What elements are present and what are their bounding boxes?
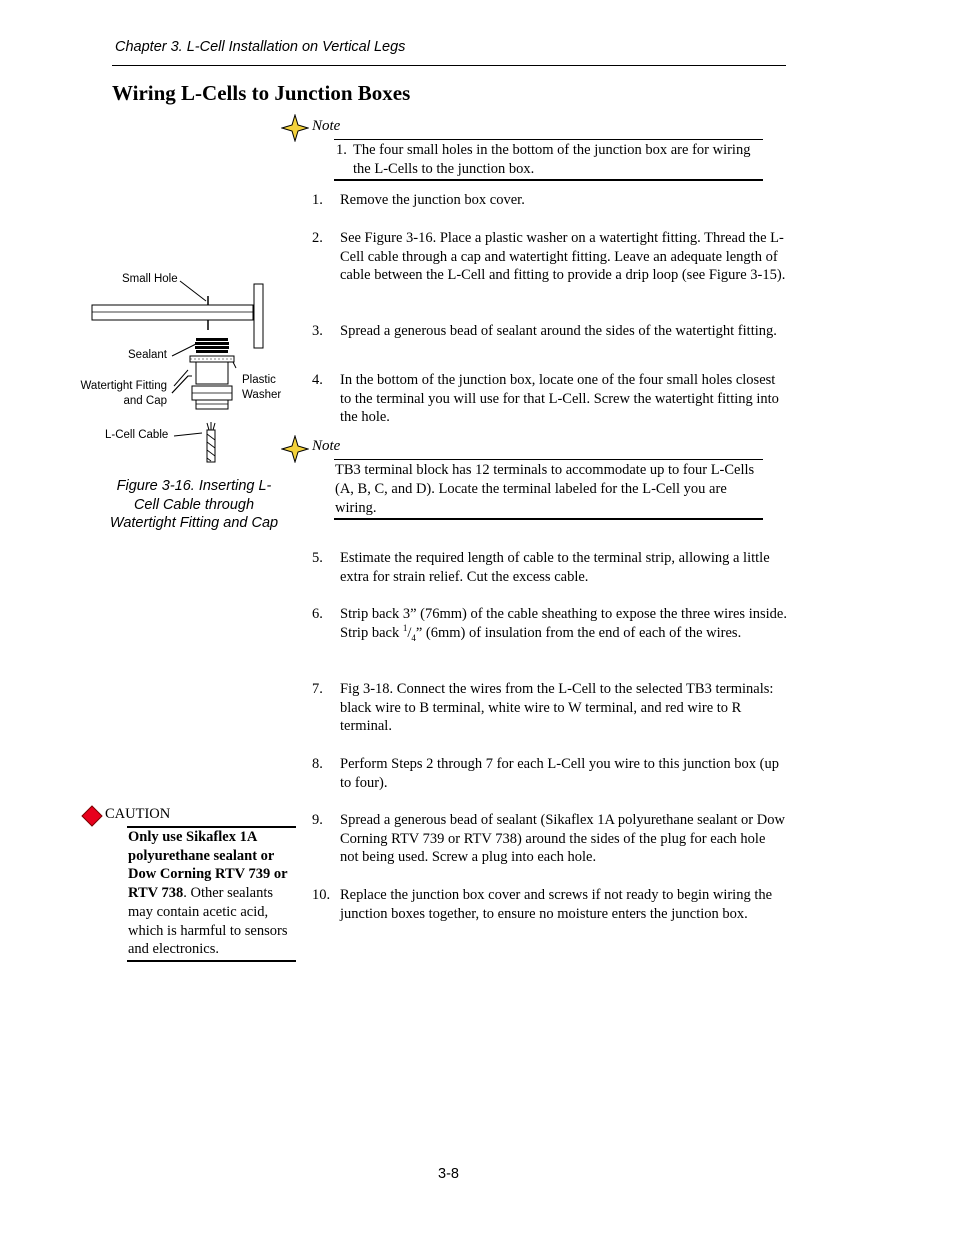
page-number: 3-8 xyxy=(438,1166,459,1182)
step-number: 4. xyxy=(312,372,323,388)
caution-bottom-rule xyxy=(127,960,296,962)
note-label: Note xyxy=(312,118,341,134)
step-text: See Figure 3-16. Place a plastic washer on a watertight fitting. Thread the L-Cell cable through a cap and watertight fitting. Leave an adequate length of cable between the L-Cell and fitting to provide a drip loop (see Figure 3-15). xyxy=(340,230,786,284)
fitting-label-line2: and Cap xyxy=(123,395,167,407)
header-rule xyxy=(112,65,786,66)
step-text: Fig 3-18. Connect the wires from the L-Cell to the selected TB3 terminals: black wire to B terminal, white wire to W terminal, and red wire to R terminal. xyxy=(340,681,774,735)
fitting-label-line1: Watertight Fitting xyxy=(80,380,167,392)
step-number: 10. xyxy=(312,887,331,903)
note-top-rule xyxy=(334,459,763,460)
caution-label: CAUTION xyxy=(105,806,171,822)
figure-caption: Figure 3-16. Inserting L-Cell Cable through Watertight Fitting and Cap xyxy=(109,478,279,531)
note-bottom-rule xyxy=(334,518,763,520)
section-title: Wiring L-Cells to Junction Boxes xyxy=(112,81,411,105)
note-text: TB3 terminal block has 12 terminals to accommodate up to four L-Cells (A, B, C, and D). Locate the terminal labeled for the L-Cell you are wiring. xyxy=(335,462,755,516)
washer-label-line1: Plastic xyxy=(242,374,276,386)
fraction-denominator: 4 xyxy=(411,632,416,643)
note-top-rule xyxy=(334,139,763,140)
step-text: Strip back 3” (76mm) of the cable sheathing to expose the three wires inside. Strip back $^1/_4$” (6mm) of insulation from the end of each of the wires. xyxy=(340,606,787,643)
step-number: 6. xyxy=(312,606,323,622)
fitting-label xyxy=(73,379,167,409)
step-number: 9. xyxy=(312,812,323,828)
step-number: 5. xyxy=(312,550,323,566)
step-number: 8. xyxy=(312,756,323,772)
sealant-label: Sealant xyxy=(128,349,168,361)
caution-bold-text: Only use Sikaflex 1A polyurethane sealant or Dow Corning RTV 739 or RTV 738 xyxy=(128,829,288,902)
step-text-part: Strip back 3” (76mm) of the cable sheathing to expose the three wires inside. Strip back xyxy=(340,606,787,641)
step-text: Remove the junction box cover. xyxy=(340,192,525,208)
washer-label xyxy=(242,373,281,403)
note-star-icon xyxy=(281,435,309,463)
small-hole-label: Small Hole xyxy=(122,273,178,285)
step-number: 1. xyxy=(312,192,323,208)
caution-body-text: . Other sealants may contain acetic acid, which is harmful to sensors and electronics. xyxy=(128,885,288,958)
note-star-icon xyxy=(281,114,309,142)
step-number: 7. xyxy=(312,681,323,697)
step-text-part: ” (6mm) of insulation from the end of each of the wires. xyxy=(415,624,742,641)
step-text: Spread a generous bead of sealant (Sikaflex 1A polyurethane sealant or Dow Corning RTV 739 or RTV 738) around the sides of the plug for each hole not being used. Screw a plug into each hole. xyxy=(340,812,785,866)
chapter-header: Chapter 3. L-Cell Installation on Vertical Legs xyxy=(115,39,406,55)
step-text: Replace the junction box cover and screws if not ready to begin wiring the junction boxes together, to ensure no moisture enters the junction box. xyxy=(340,887,773,922)
caution-text xyxy=(128,828,300,959)
step-number: 3. xyxy=(312,323,323,339)
fraction-numerator: 1 xyxy=(402,622,408,633)
note-label: Note xyxy=(312,438,341,454)
step-text: In the bottom of the junction box, locate one of the four small holes closest to the terminal you will use for that L-Cell. Screw the watertight fitting into the hole. xyxy=(340,372,779,426)
step-text: Perform Steps 2 through 7 for each L-Cell you wire to this junction box (up to four). xyxy=(340,756,779,791)
washer-label-line2: Washer xyxy=(242,389,282,401)
note-item-text: The four small holes in the bottom of the junction box are for wiring the L-Cells to the junction box. xyxy=(353,142,751,177)
step-text: Spread a generous bead of sealant around the sides of the watertight fitting. xyxy=(340,323,777,339)
note-bottom-rule xyxy=(334,179,763,181)
caution-diamond-icon xyxy=(81,805,103,827)
note-item-number: 1. xyxy=(336,142,347,158)
step-text: Estimate the required length of cable to the terminal strip, allowing a little extra for strain relief. Cut the excess cable. xyxy=(340,550,770,585)
cable-label: L-Cell Cable xyxy=(105,429,169,441)
step-number: 2. xyxy=(312,230,323,246)
